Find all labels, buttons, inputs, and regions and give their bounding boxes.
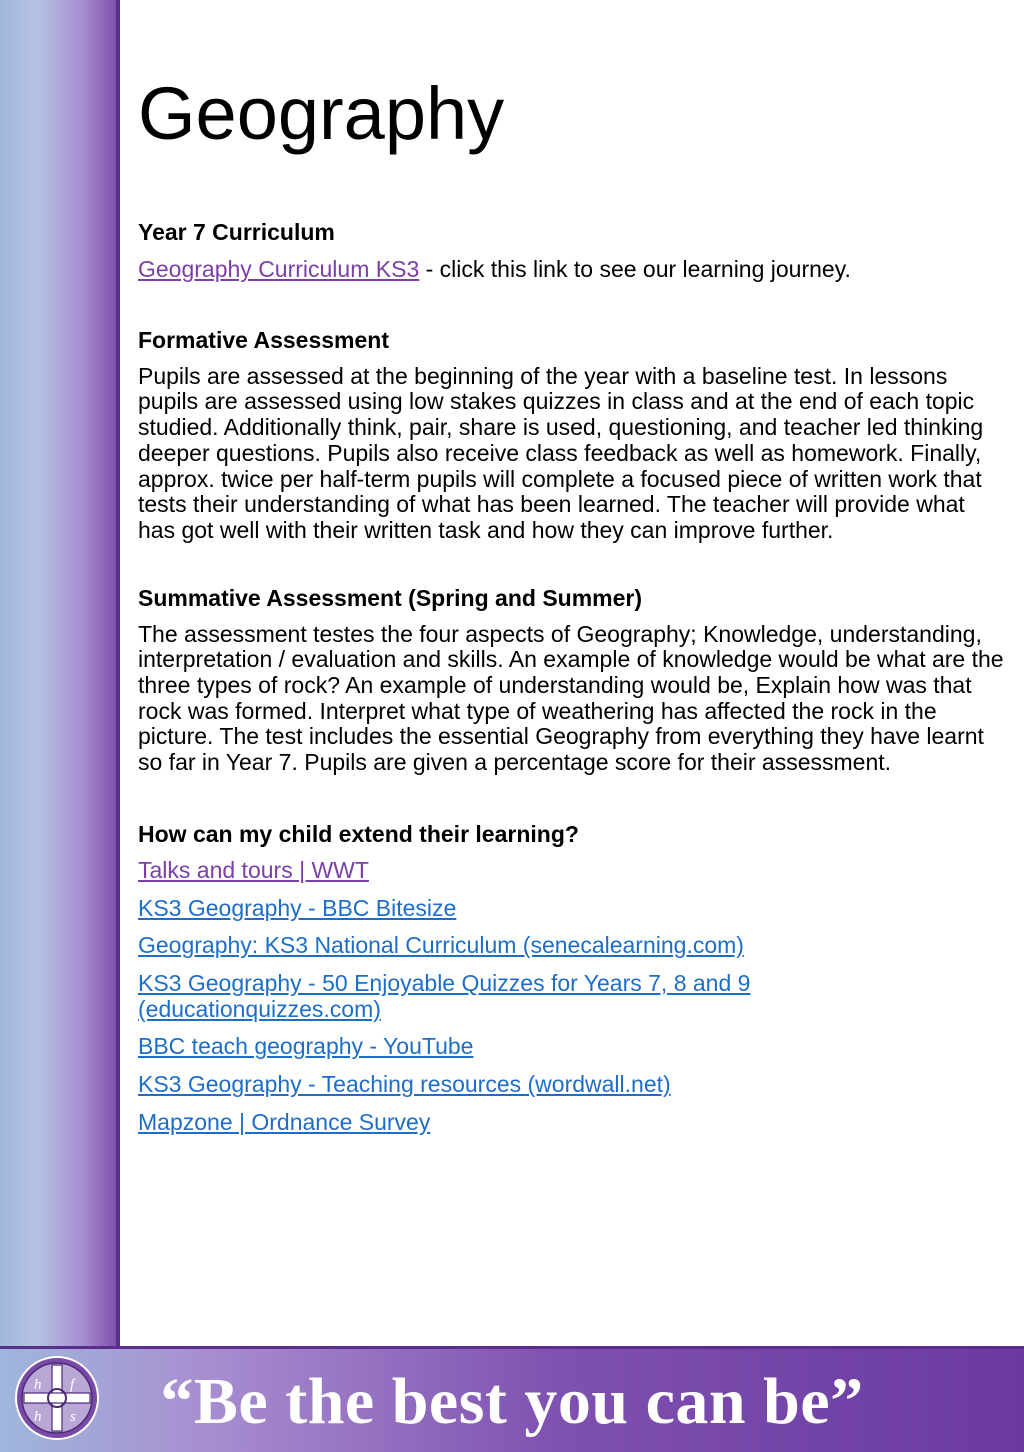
formative-text: Pupils are assessed at the beginning of the year with a baseline test. In lessons pupils are assessed using low stakes quizzes in class and at the end of each topic studied. Additionally think, pair, share is used, questioning, and teacher led thinking deeper questions. Pupils also receive class feedback as well as homework. Finally, approx. twice per half-term pupils will complete a focused piece of written work that tests their understanding of what has been learned. The teacher will provide what has got well with their written task and how they can improve further. [138,362,984,543]
formative-heading: Formative Assessment [138,326,389,353]
year7-line [138,257,1006,283]
link-seneca[interactable]: Geography: KS3 National Curriculum (senecalearning.com) [138,932,744,959]
link-wwt[interactable]: Talks and tours | WWT [138,856,369,883]
link-wordwall[interactable]: KS3 Geography - Teaching resources (wordwall.net) [138,1071,671,1098]
geography-curriculum-link[interactable]: Geography Curriculum KS3 [138,256,420,282]
link-educationquizzes[interactable]: KS3 Geography - 50 Enjoyable Quizzes for Years 7, 8 and 9 (educationquizzes.com) [138,969,751,1022]
summative-text: The assessment testes the four aspects of Geography; Knowledge, understanding, interpretation / evaluation and skills. An example of knowledge would be what are the three types of rock? An example of understanding would be, Explain how was that rock was formed. Interpret what type of weathering has affected the rock in the picture. The test includes the essential Geography from everything they have learnt so far in Year 7. Pupils are given a percentage score for their assessment. [138,620,1004,776]
logo-letter-br: s [70,1409,76,1425]
main-content [138,68,1006,1147]
link-bbc-teach-youtube[interactable]: BBC teach geography - YouTube [138,1033,474,1060]
page-title: Geography [138,72,505,155]
logo-letter-tl: h [34,1377,42,1393]
extend-links-list [138,858,1006,1136]
school-motto: “Be the best you can be” [160,1365,864,1438]
logo-letter-bl: h [34,1409,42,1425]
link-bbc-bitesize[interactable]: KS3 Geography - BBC Bitesize [138,894,457,921]
left-sidebar-band [0,0,120,1346]
year7-heading: Year 7 Curriculum [138,219,335,245]
extend-heading: How can my child extend their learning? [138,820,579,847]
link-mapzone[interactable]: Mapzone | Ordnance Survey [138,1108,431,1135]
year7-link-suffix: - click this link to see our learning journey. [419,256,851,282]
summative-heading: Summative Assessment (Spring and Summer) [138,584,643,611]
logo-letter-tr: f [70,1377,75,1393]
